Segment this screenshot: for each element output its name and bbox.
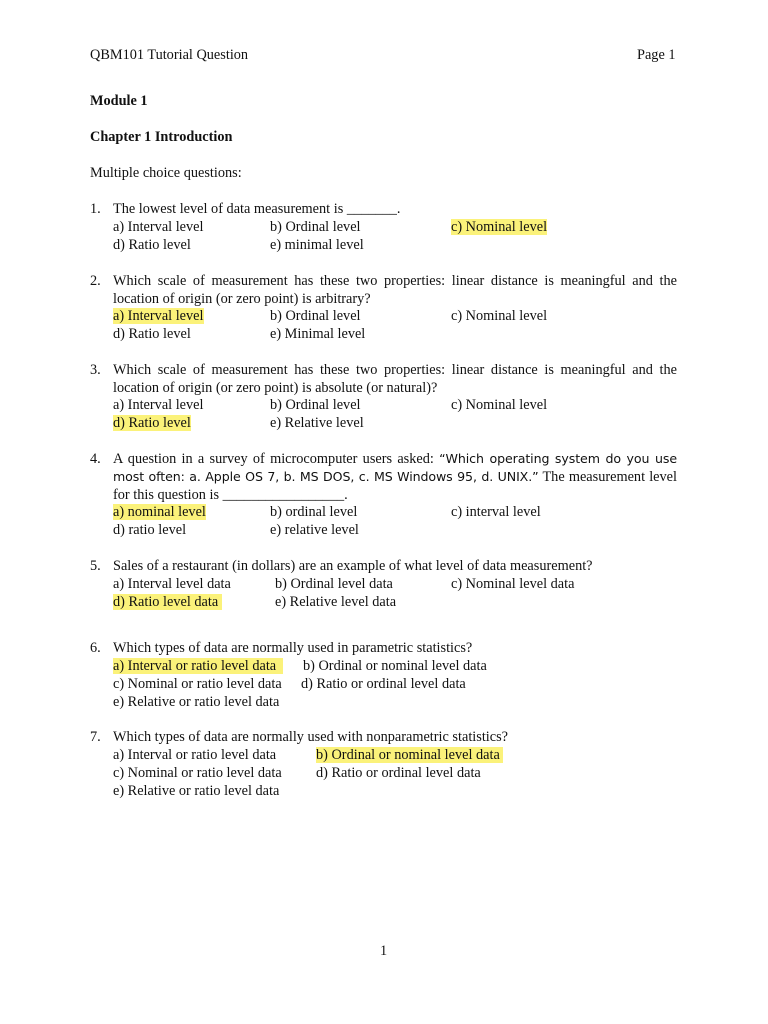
option-a: a) Interval level	[113, 219, 204, 235]
option-b-answer	[316, 746, 503, 764]
option-e: e) relative level	[270, 522, 359, 538]
option-a-answer	[113, 307, 204, 325]
option-d: d) Ratio level	[113, 326, 191, 342]
option-c: c) interval level	[451, 504, 541, 520]
option-a-answer	[113, 657, 283, 675]
option-e: e) Minimal level	[270, 326, 366, 342]
question-stem: Which scale of measurement has these two properties: linear distance is meaningful and the location of origin (or zero point) is arbitrary?	[113, 273, 677, 307]
answer-highlight: d) Ratio level data	[113, 594, 222, 610]
question-stem: Which scale of measurement has these two properties: linear distance is meaningful and the location of origin (or zero point) is absolute (or natural)?	[113, 362, 677, 396]
option-a: a) Interval or ratio level data	[113, 747, 277, 763]
question-number: 4.	[90, 451, 101, 467]
answer-highlight: c) Nominal level	[451, 219, 548, 235]
question-number: 2.	[90, 273, 101, 289]
option-d-answer	[113, 593, 222, 611]
chapter-title: Chapter 1 Introduction	[90, 129, 233, 145]
option-b: b) Ordinal level	[270, 219, 361, 235]
question-stem: Which types of data are normally used in parametric statistics?	[113, 640, 473, 656]
question-stem: Which types of data are normally used with nonparametric statistics?	[113, 729, 509, 745]
question-stem: Sales of a restaurant (in dollars) are an example of what level of data measurement?	[113, 558, 593, 574]
option-b: b) Ordinal level	[270, 308, 361, 324]
option-b: b) Ordinal level data	[275, 576, 393, 592]
stem-part-1: A question in a survey of microcomputer users asked:	[113, 451, 440, 467]
option-d: d) Ratio level	[113, 237, 191, 253]
footer-page-number: 1	[380, 943, 388, 959]
answer-highlight: a) Interval level	[113, 308, 204, 324]
option-e: e) Relative level	[270, 415, 364, 431]
question-stem: The lowest level of data measurement is _______.	[113, 201, 401, 217]
option-a-answer	[113, 503, 206, 521]
section-label: Multiple choice questions:	[90, 165, 242, 181]
option-c: c) Nominal or ratio level data	[113, 765, 282, 781]
header-right: Page 1	[637, 47, 676, 63]
option-b: b) Ordinal or nominal level data	[303, 658, 487, 674]
option-e: e) minimal level	[270, 237, 364, 253]
stem-part-3: The measurement level for this question is _________________.	[113, 469, 677, 503]
option-c: c) Nominal or ratio level data	[113, 676, 282, 692]
question-number: 3.	[90, 362, 101, 378]
option-e: e) Relative or ratio level data	[113, 694, 280, 710]
option-d: d) ratio level	[113, 522, 187, 538]
module-title: Module 1	[90, 93, 148, 109]
option-c: c) Nominal level data	[451, 576, 575, 592]
option-d: d) Ratio or ordinal level data	[301, 676, 466, 692]
question-stem	[113, 450, 677, 504]
option-b: b) ordinal level	[270, 504, 358, 520]
answer-highlight: a) Interval or ratio level data	[113, 658, 283, 674]
option-e: e) Relative level data	[275, 594, 397, 610]
question-number: 7.	[90, 729, 101, 745]
option-b: b) Ordinal level	[270, 397, 361, 413]
option-a: a) Interval level	[113, 397, 204, 413]
question-number: 1.	[90, 201, 101, 217]
answer-highlight: a) nominal level	[113, 504, 206, 520]
option-c: c) Nominal level	[451, 308, 548, 324]
option-d-answer	[113, 414, 191, 432]
option-e: e) Relative or ratio level data	[113, 783, 280, 799]
stem-quote: “Which operating system do you use most often: a. Apple OS 7, b. MS DOS, c. MS Windows 95, d. UNIX.”	[113, 451, 677, 484]
option-c-answer	[451, 218, 547, 236]
option-a: a) Interval level data	[113, 576, 231, 592]
answer-highlight: d) Ratio level	[113, 415, 191, 431]
answer-highlight: b) Ordinal or nominal level data	[316, 747, 503, 763]
option-c: c) Nominal level	[451, 397, 548, 413]
header-left: QBM101 Tutorial Question	[90, 47, 249, 63]
question-number: 5.	[90, 558, 101, 574]
question-number: 6.	[90, 640, 101, 656]
option-d: d) Ratio or ordinal level data	[316, 765, 481, 781]
